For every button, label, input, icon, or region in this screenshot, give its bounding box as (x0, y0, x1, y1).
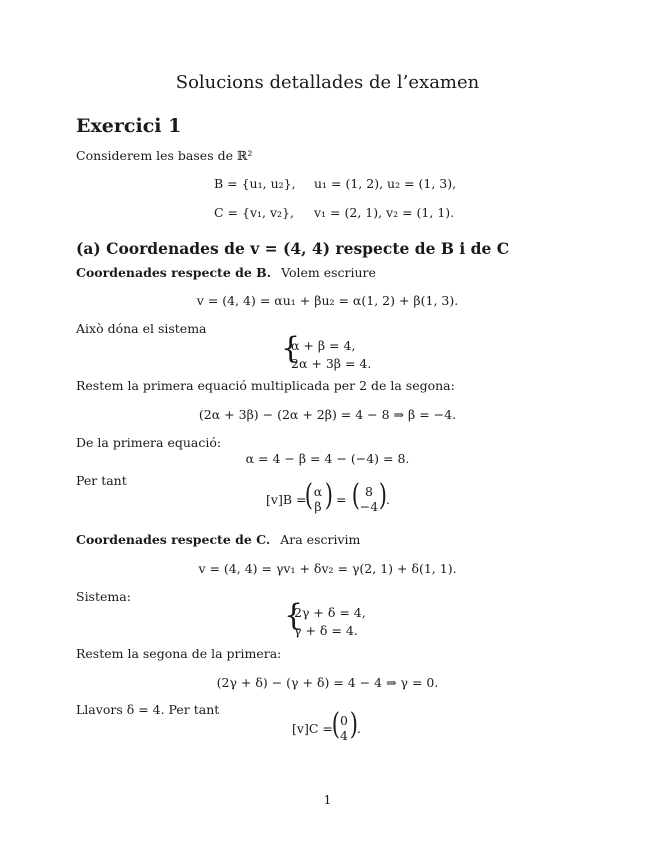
vb-val-paren-left: ( (351, 478, 360, 513)
exercise-heading: Exercici 1 (76, 115, 182, 137)
basis-c-def: C = {v₁, v₂}, (214, 205, 294, 220)
system-1-brace: { (281, 331, 301, 366)
first-equation-text: De la primera equació: (76, 435, 222, 450)
subtract-text: Restem la primera equació multiplicada per 2 de la segona: (76, 378, 455, 393)
vb-symbol-vector (311, 484, 325, 514)
page-number: 1 (323, 792, 332, 807)
equation-4: v = (4, 4) = γv₁ + δv₂ = γ(2, 1) + δ(1, 1). (198, 561, 457, 576)
coords-b-label: Coordenades respecte de B. (76, 265, 272, 280)
system-intro: Això dóna el sistema (76, 321, 207, 336)
vb-val-paren-right: ) (378, 478, 387, 513)
vb-label: [v]B = (266, 492, 307, 507)
basis-b-def: B = {u₁, u₂}, (214, 176, 296, 191)
equation-3: α = 4 − β = 4 − (−4) = 8. (245, 451, 410, 466)
vc-label: [v]C = (292, 721, 333, 736)
part-a-heading: (a) Coordenades de v = (4, 4) respecte de B i de C (76, 239, 510, 258)
then-text: Llavors δ = 4. Per tant (76, 702, 220, 717)
vc-value-vector (338, 713, 350, 743)
system-2-line-1: 2γ + δ = 4, (294, 605, 366, 620)
document-title: Solucions detallades de l’examen (175, 72, 480, 93)
basis-c-vectors: v₁ = (2, 1), v₂ = (1, 1). (314, 205, 455, 220)
vb-value-top: 8 (365, 484, 373, 499)
vb-symbol-top: α (313, 484, 323, 499)
system-2-line-2: γ + δ = 4. (294, 623, 358, 638)
vc-paren-left: ( (331, 707, 340, 742)
vb-end: . (386, 492, 390, 507)
equation-5: (2γ + δ) − (γ + δ) = 4 − 4 ⇒ γ = 0. (216, 675, 439, 690)
vb-value-vector (359, 484, 379, 514)
coords-c-label: Coordenades respecte de C. (76, 532, 271, 547)
vb-paren-left: ( (304, 478, 313, 513)
coords-c-text: Ara escrivim (280, 532, 361, 547)
vb-symbol-bottom: β (314, 499, 322, 514)
vc-value-bottom: 4 (340, 728, 348, 743)
system-label: Sistema: (76, 589, 131, 604)
vb-value-bottom: −4 (359, 499, 379, 514)
vc-value-top: 0 (340, 713, 348, 728)
system-1-line-1: α + β = 4, (291, 338, 356, 353)
coords-b-text: Volem escriure (281, 265, 376, 280)
equation-1: v = (4, 4) = αu₁ + βu₂ = α(1, 2) + β(1, 3). (196, 293, 459, 308)
per-tant-text: Per tant (76, 473, 127, 488)
vb-equals: = (336, 492, 347, 507)
system-2-brace: { (284, 598, 304, 633)
subtract-2-text: Restem la segona de la primera: (76, 646, 282, 661)
vc-end: . (357, 721, 361, 736)
system-1-line-2: 2α + 3β = 4. (291, 356, 372, 371)
basis-b-vectors: u₁ = (1, 2), u₂ = (1, 3), (314, 176, 457, 191)
vc-paren-right: ) (349, 707, 358, 742)
vb-paren-right: ) (324, 478, 333, 513)
equation-2: (2α + 3β) − (2α + 2β) = 4 − 8 ⇒ β = −4. (198, 407, 457, 422)
intro-text: Considerem les bases de ℝ² (76, 148, 253, 163)
